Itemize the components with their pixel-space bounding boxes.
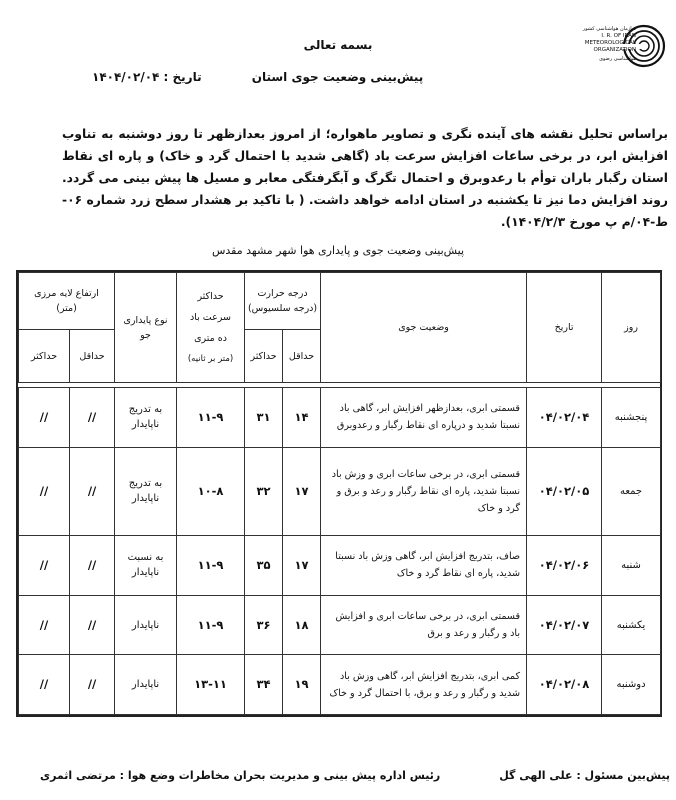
cell-day: شنبه [602,536,661,596]
cell-temp-min: ۱۸ [283,595,321,655]
header-day: روز [602,273,661,383]
header-temp-min: حداقل [283,330,321,383]
cell-date: ۰۴/۰۲/۰۶ [527,536,602,596]
bismillah: بسمه تعالی [303,38,373,52]
cell-temp-max: ۳۲ [245,447,283,536]
svg-text:I. R. OF IRAN: I. R. OF IRAN [601,33,636,39]
header-boundary [19,273,115,330]
svg-text:هواشناسی رضوی: هواشناسی رضوی [599,56,636,62]
date-label: تاریخ : [163,70,202,84]
header-wind-4: (متر بر ثانیه) [187,353,234,364]
cell-temp-max: ۳۶ [245,595,283,655]
header-temp-unit: (درجه سلسیوس) [247,303,318,314]
header-date: تاریخ [527,273,602,383]
cell-condition: قسمتی ابری، در برخی ساعات ابری و وزش باد نسبتا شدید، پاره ای نقاط رگبار و رعد و برق و گرد و خاک [321,447,527,536]
cell-date: ۰۴/۰۲/۰۴ [527,388,602,448]
svg-text:ORGANIZATION: ORGANIZATION [593,47,636,53]
document-title: پیش‌بینی وضعیت جوی استان [251,70,424,84]
table-row [19,655,661,715]
cell-wind: ۱۱-۹ [177,536,245,596]
cell-temp-min: ۱۷ [283,447,321,536]
cell-temp-min: ۱۷ [283,536,321,596]
header-boundary-max: حداکثر [19,330,70,383]
cell-boundary-max: // [19,536,70,596]
forecast-paragraph: براساس تحلیل نقشه های آینده نگری و تصاویر ماهواره؛ از امروز بعدازظهر تا روز دوشنبه به تناوب افزایش ابر، در برخی ساعات افزایش سرعت باد (گاهی شدید با احتمال گرد و خاک) و پاره ای نقاط استان رگبار باران توأم با رعدوبرق و احتمال تگرگ و آبگرفتگی معابر و مسیل ها پیش بینی می گردد. روند افزایش دما نیز تا یکشنبه در استان ادامه خواهد داشت. ( با تاکید بر هشدار سطح زرد شماره ۰۶-ط-۰۴/م پ مورخ ۱۴۰۴/۲/۳). [62,127,668,229]
cell-day: جمعه [602,447,661,536]
cell-boundary-max: // [19,595,70,655]
cell-temp-max: ۳۱ [245,388,283,448]
cell-boundary-min: // [70,388,115,448]
header-wind-2: سرعت باد [190,311,232,323]
cell-stability: ناپایدار [115,595,177,655]
cell-temp-max: ۳۴ [245,655,283,715]
header-wind-3: ده متری [194,332,227,344]
cell-condition: صاف، بتدریج افزایش ابر، گاهی وزش باد نسبتا شدید، پاره ای نقاط گرد و خاک [321,536,527,596]
header-wind-1: حداکثر [197,290,224,302]
cell-boundary-min: // [70,536,115,596]
cell-date: ۰۴/۰۲/۰۸ [527,655,602,715]
header-wind [177,273,245,383]
cell-boundary-min: // [70,655,115,715]
cell-wind: ۱۱-۹ [177,595,245,655]
cell-condition: کمی ابری، بتدریج افزایش ابر، گاهی وزش باد شدید و رگبار و رعد و برق، با احتمال گرد و خاک [321,655,527,715]
table-row [19,595,661,655]
table-row [19,536,661,596]
footer-head: رئیس اداره پیش بینی و مدیریت بحران مخاطرات وضع هوا : مرتضی اثمری [40,769,441,782]
footer-responsible: پیش‌بین مسئول : علی الهی گل [499,769,670,782]
cell-condition: قسمتی ابری، در برخی ساعات ابری و افزایش باد و رگبار و رعد و برق [321,595,527,655]
document-date [92,70,202,84]
date-value: ۱۴۰۴/۰۲/۰۴ [92,70,160,84]
header-temp-max: حداکثر [245,330,283,383]
cell-temp-min: ۱۴ [283,388,321,448]
header-boundary-label: ارتفاع لایه مرزی [34,288,99,299]
svg-text:سازمان هواشناسی کشور: سازمان هواشناسی کشور [582,26,636,32]
cell-wind: ۱۱-۹ [177,388,245,448]
cell-stability: به نسبت ناپایدار [115,536,177,596]
table-row [19,447,661,536]
header-stability-2: جو [140,329,151,341]
cell-day: یکشنبه [602,595,661,655]
header-boundary-unit: (متر) [56,303,77,314]
cell-boundary-min: // [70,447,115,536]
header-temp-label: درجه حرارت [257,288,308,299]
header-boundary-min: حداقل [70,330,115,383]
forecast-table [16,270,662,717]
svg-text:METEOROLOGICAL: METEOROLOGICAL [584,40,636,46]
cell-boundary-max: // [19,388,70,448]
header-stability [115,273,177,383]
cell-temp-min: ۱۹ [283,655,321,715]
cell-day: دوشنبه [602,655,661,715]
table-subtitle: پیش‌بینی وضعیت جوی و پایداری هوا شهر مشهد مقدس [211,244,465,257]
cell-boundary-max: // [19,447,70,536]
cell-stability: به تدریج ناپایدار [115,447,177,536]
cell-condition: قسمتی ابری، بعدازظهر افزایش ابر، گاهی باد نسبتا شدید و درپاره ای نقاط رگبار و رعدوبرق [321,388,527,448]
cell-stability: ناپایدار [115,655,177,715]
cell-temp-max: ۳۵ [245,536,283,596]
table-row [19,388,661,448]
cell-wind: ۱۳-۱۱ [177,655,245,715]
cell-day: پنجشنبه [602,388,661,448]
cell-date: ۰۴/۰۲/۰۷ [527,595,602,655]
cell-stability: به تدریج ناپایدار [115,388,177,448]
cell-boundary-max: // [19,655,70,715]
header-temp [245,273,321,330]
header-condition: وضعیت جوی [321,273,527,383]
cell-wind: ۱۰-۸ [177,447,245,536]
cell-date: ۰۴/۰۲/۰۵ [527,447,602,536]
header-stability-1: نوع پایداری [123,314,168,326]
cell-boundary-min: // [70,595,115,655]
